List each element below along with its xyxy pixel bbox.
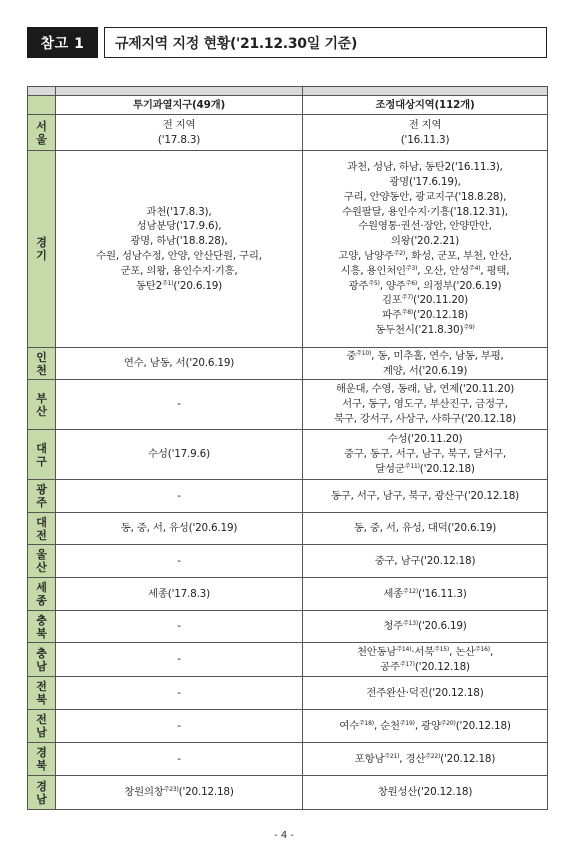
cell-text: 성남분당('17.9.6), bbox=[136, 220, 222, 233]
adjustment-zone-cell bbox=[303, 380, 548, 430]
cell-text: 서구, 동구, 영도구, 부산진구, 금정구, bbox=[342, 398, 508, 411]
speculation-zone-cell bbox=[56, 643, 303, 677]
cell-text: - bbox=[177, 719, 181, 732]
cell-text: 전 지역 bbox=[408, 118, 442, 131]
region-char: 산 bbox=[36, 404, 47, 418]
cell-line bbox=[305, 785, 545, 800]
cell-line bbox=[58, 587, 300, 602]
footnote-marker: 주9) bbox=[463, 323, 475, 331]
cell-line bbox=[58, 356, 300, 371]
cell-text: ('20.6.19) bbox=[418, 620, 467, 633]
footnote-marker: 주23) bbox=[163, 786, 179, 794]
cell-line bbox=[58, 521, 300, 536]
cell-line bbox=[305, 645, 545, 660]
cell-text: ·서북 bbox=[411, 645, 435, 658]
cell-text: 공주 bbox=[380, 660, 400, 673]
region-label bbox=[28, 611, 56, 643]
footnote-marker: 주21) bbox=[384, 752, 400, 760]
region-label bbox=[28, 115, 56, 151]
cell-line bbox=[305, 719, 545, 734]
cell-text: ('20.11.20) bbox=[413, 294, 469, 307]
region-char: 북 bbox=[36, 626, 47, 640]
cell-line bbox=[58, 234, 300, 249]
table-row bbox=[28, 513, 548, 545]
adjustment-zone-cell bbox=[303, 643, 548, 677]
table-row bbox=[28, 151, 548, 348]
footnote-marker: 주4) bbox=[469, 264, 481, 272]
speculation-zone-cell bbox=[56, 380, 303, 430]
cell-text: 군포, 의왕, 용인수지·기흥, bbox=[120, 264, 238, 277]
cell-text: ('16.11.3) bbox=[418, 587, 467, 600]
footnote-marker: 주10) bbox=[356, 349, 372, 357]
region-char: 광 bbox=[36, 483, 47, 496]
cell-text: 수성('17.9.6) bbox=[148, 448, 210, 461]
cell-line bbox=[305, 279, 545, 294]
adjustment-zone-cell bbox=[303, 743, 548, 776]
region-char: 경 bbox=[36, 236, 47, 249]
table-row bbox=[28, 115, 548, 151]
cell-line bbox=[305, 752, 545, 767]
cell-text: 창원성산('20.12.18) bbox=[377, 786, 473, 799]
region-char: 세 bbox=[36, 581, 47, 594]
cell-line bbox=[305, 205, 545, 220]
cell-line bbox=[305, 219, 545, 234]
footnote-marker: 주17) bbox=[399, 660, 415, 668]
footnote-marker: 주8) bbox=[401, 309, 413, 317]
cell-line bbox=[305, 249, 545, 264]
adjustment-zone-cell bbox=[303, 677, 548, 710]
adjustment-zone-cell bbox=[303, 480, 548, 513]
adjustment-zone-cell bbox=[303, 151, 548, 348]
region-label bbox=[28, 710, 56, 743]
speculation-zone-cell bbox=[56, 677, 303, 710]
reference-badge: 참고 1 bbox=[27, 27, 98, 58]
cell-text: 전 지역 bbox=[162, 118, 196, 131]
cell-line bbox=[305, 521, 545, 536]
region-char: 부 bbox=[36, 391, 47, 405]
region-char: 대 bbox=[36, 515, 47, 529]
cell-line bbox=[305, 133, 545, 148]
cell-line bbox=[305, 447, 545, 462]
speculation-zone-cell bbox=[56, 743, 303, 776]
cell-text: 해운대, 수영, 동래, 남, 연제('20.11.20) bbox=[335, 383, 515, 396]
adjustment-zone-cell bbox=[303, 776, 548, 810]
region-char: 울 bbox=[36, 548, 47, 561]
cell-text: 연수, 남동, 서('20.6.19) bbox=[123, 357, 235, 370]
region-char: 남 bbox=[36, 726, 47, 739]
region-label bbox=[28, 348, 56, 380]
table-row bbox=[28, 677, 548, 710]
region-label bbox=[28, 513, 56, 545]
page-number: - 4 - bbox=[274, 830, 294, 841]
cell-line bbox=[58, 205, 300, 220]
footnote-marker: 주22) bbox=[425, 752, 441, 760]
cell-text: 고양, 남양주 bbox=[338, 250, 394, 262]
speculation-zone-cell bbox=[56, 430, 303, 480]
cell-line bbox=[305, 397, 545, 412]
cell-text: , bbox=[489, 645, 494, 658]
cell-line bbox=[305, 293, 545, 308]
table-row bbox=[28, 743, 548, 776]
region-char: 종 bbox=[36, 594, 47, 607]
cell-line bbox=[58, 118, 300, 133]
region-char: 북 bbox=[36, 693, 47, 706]
cell-text: 동구, 서구, 남구, 북구, 광산구('20.12.18) bbox=[330, 489, 520, 502]
adjustment-zone-cell bbox=[303, 115, 548, 151]
cell-text: - bbox=[177, 489, 181, 502]
cell-text: 시흥, 용인처인 bbox=[340, 264, 406, 277]
cell-text: 수원팔달, 용인수지·기흥('18.12.31), bbox=[342, 205, 508, 218]
cell-line bbox=[58, 785, 300, 800]
cell-text: 수원영통·권선·장안, 안양만안, bbox=[358, 220, 492, 233]
region-label bbox=[28, 677, 56, 710]
cell-text: ('17.8.3) bbox=[157, 133, 201, 146]
cell-line bbox=[58, 447, 300, 462]
cell-text: 중 bbox=[346, 349, 357, 362]
cell-text: , 논산 bbox=[449, 645, 475, 658]
cell-text: 과천('17.8.3), bbox=[146, 205, 212, 218]
cell-text: ('20.12.18) bbox=[414, 660, 470, 673]
speculation-zone-cell bbox=[56, 480, 303, 513]
region-char: 전 bbox=[36, 528, 47, 542]
cell-line bbox=[58, 279, 300, 294]
region-char: 남 bbox=[36, 792, 47, 806]
cell-text: ('20.12.18) bbox=[419, 462, 475, 475]
cell-line bbox=[58, 219, 300, 234]
cell-text: 북구, 강서구, 사상구, 사하구('20.12.18) bbox=[334, 412, 516, 425]
adjustment-zone-cell bbox=[303, 578, 548, 611]
cell-text: ('20.12.18) bbox=[178, 786, 234, 799]
cell-text: 중구, 동구, 서구, 남구, 북구, 달서구, bbox=[343, 448, 507, 461]
cell-text: 포항남 bbox=[354, 752, 385, 765]
cell-text: , 순천 bbox=[373, 719, 400, 732]
cell-text: 동, 중, 서, 유성('20.6.19) bbox=[120, 522, 238, 535]
cell-line bbox=[58, 652, 300, 667]
adjustment-zone-cell bbox=[303, 348, 548, 380]
region-char: 충 bbox=[36, 613, 47, 627]
cell-line bbox=[58, 249, 300, 264]
table-corner-cell bbox=[28, 96, 56, 115]
cell-line bbox=[305, 432, 545, 447]
footnote-marker: 주15) bbox=[434, 645, 450, 653]
region-char: 산 bbox=[36, 561, 47, 574]
footnote-marker: 주12) bbox=[403, 587, 419, 595]
cell-text: , 경산 bbox=[399, 752, 426, 765]
footnote-marker: 주13) bbox=[403, 620, 419, 628]
cell-text: - bbox=[177, 653, 181, 666]
table-row bbox=[28, 380, 548, 430]
footnote-marker: 주18) bbox=[358, 719, 374, 727]
cell-text: , 광양 bbox=[414, 719, 441, 732]
cell-text: 계양, 서('20.6.19) bbox=[382, 364, 468, 377]
speculation-zone-cell bbox=[56, 513, 303, 545]
table-row bbox=[28, 480, 548, 513]
cell-line bbox=[305, 554, 545, 569]
speculation-zone-cell bbox=[56, 545, 303, 578]
cell-line bbox=[305, 308, 545, 323]
cell-text: 전주완산·덕진('20.12.18) bbox=[366, 686, 484, 699]
cell-line bbox=[305, 175, 545, 190]
speculation-zone-cell bbox=[56, 710, 303, 743]
cell-text: , 의정부('20.6.19) bbox=[416, 279, 502, 292]
cell-text: 김포 bbox=[381, 294, 402, 307]
speculation-zone-cell bbox=[56, 578, 303, 611]
region-label bbox=[28, 545, 56, 578]
cell-line bbox=[58, 489, 300, 504]
cell-line bbox=[58, 554, 300, 569]
speculation-zone-cell bbox=[56, 611, 303, 643]
page-title: 규제지역 지정 현황('21.12.30일 기준) bbox=[104, 27, 547, 58]
cell-line bbox=[305, 619, 545, 634]
cell-line bbox=[305, 462, 545, 477]
cell-line bbox=[305, 660, 545, 675]
table-row bbox=[28, 348, 548, 380]
cell-text: 창원의창 bbox=[124, 786, 164, 799]
cell-line bbox=[58, 752, 300, 767]
region-label bbox=[28, 776, 56, 810]
table-row bbox=[28, 611, 548, 643]
cell-line bbox=[58, 719, 300, 734]
region-label bbox=[28, 743, 56, 776]
cell-text: 중구, 남구('20.12.18) bbox=[374, 554, 476, 567]
regulated-areas-table bbox=[27, 86, 548, 810]
region-label bbox=[28, 643, 56, 677]
table-row bbox=[28, 430, 548, 480]
footnote-marker: 주3) bbox=[405, 264, 418, 272]
adjustment-zone-cell bbox=[303, 710, 548, 743]
region-char: 주 bbox=[36, 496, 47, 509]
region-char: 구 bbox=[36, 454, 47, 468]
footnote-marker: 주16) bbox=[474, 645, 490, 653]
cell-text: 세종 bbox=[383, 587, 404, 600]
cell-text: 달성군 bbox=[375, 462, 405, 475]
header-adjustment-zone: 조정대상지역(112개) bbox=[303, 96, 548, 115]
cell-line bbox=[305, 234, 545, 249]
cell-text: 수성('20.11.20) bbox=[387, 433, 463, 446]
region-char: 북 bbox=[36, 759, 47, 772]
table-header-row bbox=[28, 96, 548, 115]
cell-text: 광명, 하남('18.8.28), bbox=[130, 235, 228, 248]
region-char: 충 bbox=[36, 646, 47, 660]
adjustment-zone-cell bbox=[303, 513, 548, 545]
cell-line bbox=[58, 619, 300, 634]
cell-text: - bbox=[177, 686, 181, 699]
footnote-marker: 주20) bbox=[440, 719, 456, 727]
footnote-marker: 주1) bbox=[162, 279, 174, 287]
cell-text: 수원, 성남수정, 안양, 안산단원, 구리, bbox=[96, 250, 262, 262]
region-char: 경 bbox=[36, 746, 47, 759]
region-char: 전 bbox=[36, 680, 47, 693]
cell-text: - bbox=[177, 620, 181, 633]
cell-text: 여수 bbox=[339, 719, 359, 732]
table-top-strip bbox=[28, 87, 548, 96]
cell-line bbox=[305, 686, 545, 701]
cell-text: 광주 bbox=[348, 279, 369, 292]
region-char: 대 bbox=[36, 441, 47, 455]
cell-line bbox=[305, 264, 545, 279]
table-row bbox=[28, 578, 548, 611]
cell-text: ('16.11.3) bbox=[400, 133, 450, 146]
cell-text: , 오산, 안성 bbox=[417, 264, 469, 277]
cell-text: , 동, 미추홀, 연수, 남동, 부평, bbox=[371, 349, 504, 362]
speculation-zone-cell bbox=[56, 115, 303, 151]
cell-line bbox=[58, 686, 300, 701]
cell-text: , 양주 bbox=[379, 279, 406, 292]
cell-text: 동, 중, 서, 유성, 대덕('20.6.19) bbox=[353, 522, 497, 535]
footnote-marker: 주19) bbox=[399, 719, 415, 727]
speculation-zone-cell bbox=[56, 348, 303, 380]
adjustment-zone-cell bbox=[303, 430, 548, 480]
region-char: 기 bbox=[36, 249, 47, 262]
header-speculation-zone: 투기과열지구(49개) bbox=[56, 96, 303, 115]
cell-line bbox=[305, 323, 545, 338]
region-label bbox=[28, 380, 56, 430]
title-bar bbox=[27, 27, 547, 58]
cell-text: 세종('17.8.3) bbox=[148, 587, 210, 600]
cell-text: 천안동남 bbox=[356, 645, 397, 658]
cell-text: 구리, 안양동안, 광교지구('18.8.28), bbox=[343, 190, 507, 203]
table-row bbox=[28, 643, 548, 677]
cell-line bbox=[305, 382, 545, 397]
cell-line bbox=[305, 349, 545, 364]
cell-text: 동탄2 bbox=[135, 279, 163, 292]
footnote-marker: 주11) bbox=[404, 462, 420, 470]
cell-text: ('20.12.18) bbox=[455, 719, 511, 732]
region-char: 서 bbox=[36, 119, 47, 133]
cell-text: 파주 bbox=[381, 309, 402, 322]
table-row bbox=[28, 710, 548, 743]
cell-line bbox=[305, 364, 545, 379]
adjustment-zone-cell bbox=[303, 611, 548, 643]
footnote-marker: 주14) bbox=[396, 645, 412, 653]
footnote-marker: 주2) bbox=[393, 250, 406, 257]
cell-text: - bbox=[177, 752, 181, 765]
cell-text: ('20.12.18) bbox=[413, 309, 469, 322]
footnote-marker: 주5) bbox=[368, 279, 380, 287]
region-label bbox=[28, 151, 56, 348]
cell-text: , 평택, bbox=[480, 264, 510, 277]
cell-text: , 화성, 군포, 부천, 안산, bbox=[405, 250, 512, 262]
region-char: 남 bbox=[36, 659, 47, 673]
cell-line bbox=[305, 118, 545, 133]
cell-line bbox=[305, 489, 545, 504]
adjustment-zone-cell bbox=[303, 545, 548, 578]
cell-text: 과천, 성남, 하남, 동탄2('16.11.3), bbox=[347, 161, 503, 174]
region-label bbox=[28, 578, 56, 611]
cell-text: ('20.6.19) bbox=[173, 279, 223, 292]
cell-line bbox=[305, 190, 545, 205]
table-row bbox=[28, 545, 548, 578]
cell-line bbox=[305, 160, 545, 175]
speculation-zone-cell bbox=[56, 151, 303, 348]
footnote-marker: 주6) bbox=[405, 279, 417, 287]
table-row bbox=[28, 776, 548, 810]
cell-text: - bbox=[177, 398, 181, 411]
cell-text: 광명('17.6.19), bbox=[389, 176, 461, 189]
region-char: 경 bbox=[36, 779, 47, 793]
region-label bbox=[28, 430, 56, 480]
cell-line bbox=[305, 412, 545, 427]
cell-text: - bbox=[177, 554, 181, 567]
region-char: 전 bbox=[36, 713, 47, 726]
region-char: 인 bbox=[36, 350, 47, 364]
cell-line bbox=[305, 587, 545, 602]
cell-text: 청주 bbox=[383, 620, 404, 633]
cell-text: 동두천시('21.8.30) bbox=[375, 323, 464, 336]
cell-line bbox=[58, 264, 300, 279]
region-char: 울 bbox=[36, 132, 47, 146]
region-label bbox=[28, 480, 56, 513]
footnote-marker: 주7) bbox=[401, 294, 413, 302]
cell-text: ('20.12.18) bbox=[440, 752, 496, 765]
cell-line bbox=[58, 133, 300, 148]
region-char: 천 bbox=[36, 363, 47, 377]
cell-text: 의왕('20.2.21) bbox=[390, 235, 460, 248]
cell-line bbox=[58, 397, 300, 412]
speculation-zone-cell bbox=[56, 776, 303, 810]
